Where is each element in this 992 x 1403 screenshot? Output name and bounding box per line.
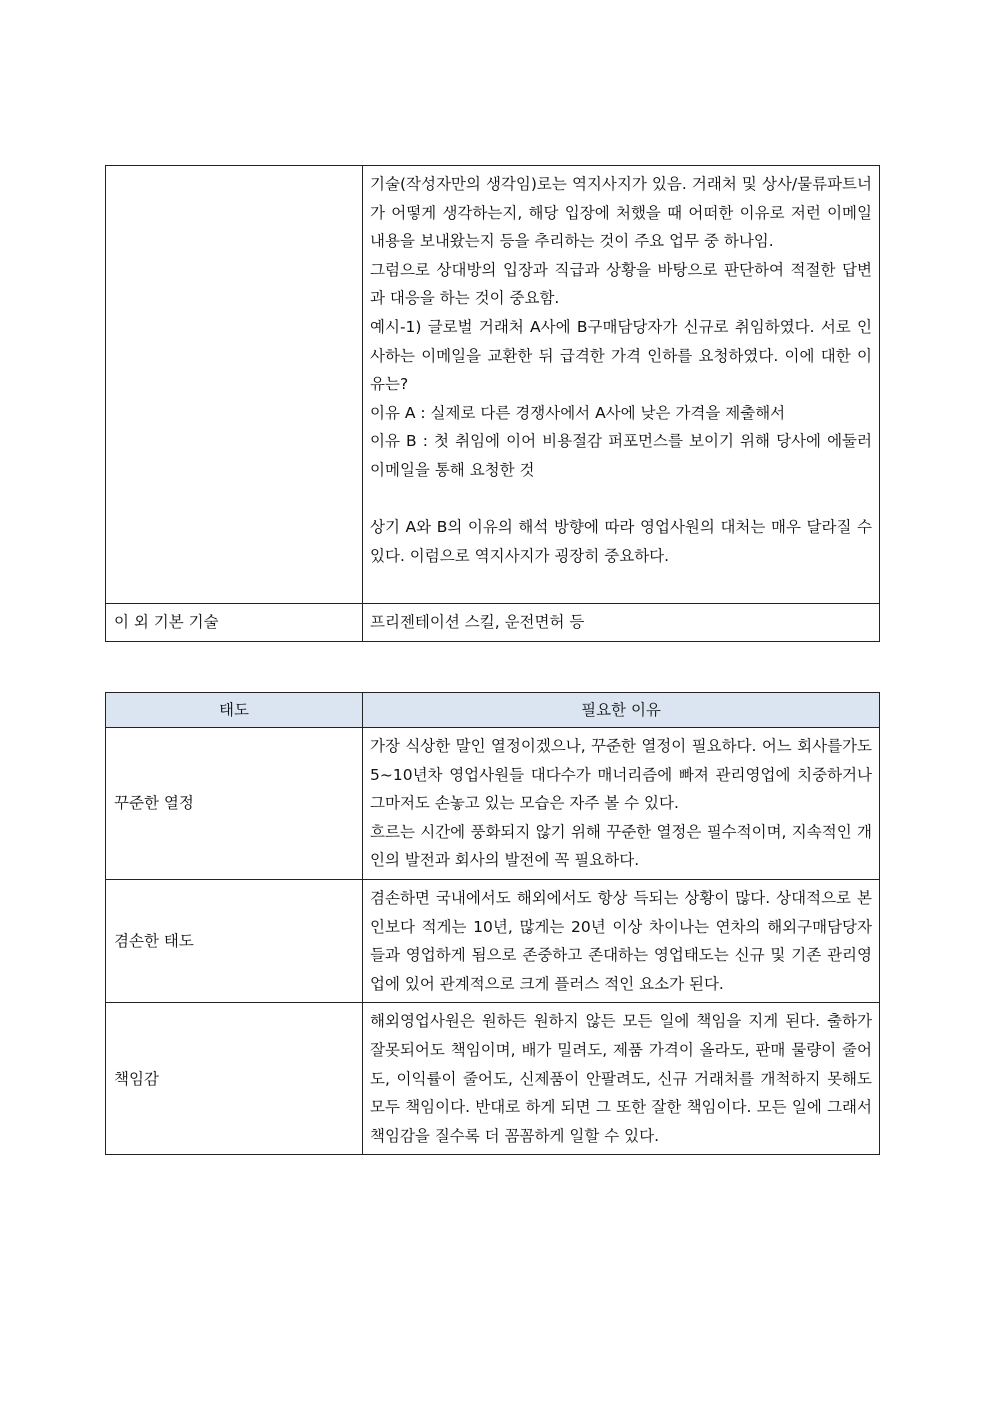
paragraph: 흐르는 시간에 풍화되지 않기 위해 꾸준한 열정은 필수적이며, 지속적인 개인의 발전과 회사의 발전에 꼭 필요하다. [370,822,872,870]
paragraph: 상기 A와 B의 이유의 해석 방향에 따라 영업사원의 대처는 매우 달라질 수 있다. 이럼으로 역지사지가 굉장히 중요하다. [370,518,872,565]
paragraph: 겸손하면 국내에서도 해외에서도 항상 득되는 상황이 많다. 상대적으로 본인보다 적게는 10년, 많게는 20년 이상 차이나는 연차의 해외구매담당자들과 영업하게 됨으로 존중하고 존대하는 영업태도는 신규 및 기존 관리영업에 있어 관계적으로 크게 플러스 적인 요소가 된다. [370,888,872,993]
paragraph: 예시-1) 글로벌 거래처 A사에 B구매담당자가 신규로 취임하였다. 서로 인사하는 이메일을 교환한 뒤 급격한 가격 인하를 요청하였다. 이에 대한 이유는? [370,317,872,394]
paragraph: 이유 B : 첫 취임에 이어 비용절감 퍼포먼스를 보이기 위해 당사에 에둘러 이메일을 통해 요청한 것 [370,432,872,479]
skill-description-cell [363,166,880,604]
paragraph: 이유 A : 실제로 다른 경쟁사에서 A사에 낮은 가격을 제출해서 [370,403,786,422]
blank-line [370,570,872,599]
paragraph: 기술(작성자만의 생각임)로는 역지사지가 있음. 거래처 및 상사/물류파트너가 어떻게 생각하는지, 해당 입장에 처했을 때 어떠한 이유로 저런 이메일 내용을 보내왔는지 등을 추리하는 것이 주요 업무 중 하나임. [370,175,872,251]
attitude-label-cell: 꾸준한 열정 [106,728,363,880]
paragraph: 가장 식상한 말인 열정이겠으나, 꾸준한 열정이 필요하다. 어느 회사를가도 5~10년차 영업사원들 대다수가 매너리즘에 빠져 관리영업에 치중하거나 그마저도 손놓고 있는 모습은 자주 볼 수 있다. [370,737,872,813]
table-row [106,728,880,880]
blank-line [370,485,872,514]
attitude-label-cell: 겸손한 태도 [106,879,363,1002]
table-row [106,1003,880,1155]
attitude-label-cell: 책임감 [106,1003,363,1155]
paragraph: 그럼으로 상대방의 입장과 직급과 상황을 바탕으로 판단하여 적절한 답변과 대응을 하는 것이 중요함. [370,260,872,308]
table-header-row [106,693,880,728]
attitude-reason-cell [363,879,880,1002]
column-header-attitude: 태도 [106,693,363,728]
attitude-reason-cell [363,728,880,880]
skill-description-cell: 프리젠테이션 스킬, 운전면허 등 [363,603,880,641]
column-header-reason: 필요한 이유 [363,693,880,728]
attitude-reason-cell [363,1003,880,1155]
table-row [106,879,880,1002]
skills-table [105,165,880,642]
table-row [106,603,880,641]
skill-label-cell: 이 외 기본 기술 [106,603,363,641]
paragraph: 해외영업사원은 원하든 원하지 않든 모든 일에 책임을 지게 된다. 출하가 잘못되어도 책임이며, 배가 밀려도, 제품 가격이 올라도, 판매 물량이 줄어도, 이익률이 줄어도, 신제품이 안팔려도, 신규 거래처를 개척하지 못해도 모두 책임이다. 반대로 하게 되면 그 또한 잘한 책임이다. 모든 일에 그래서 책임감을 질수록 더 꼼꼼하게 일할 수 있다. [370,1012,872,1145]
skill-label-cell [106,166,363,604]
attitude-table [105,692,880,1155]
table-row [106,166,880,604]
